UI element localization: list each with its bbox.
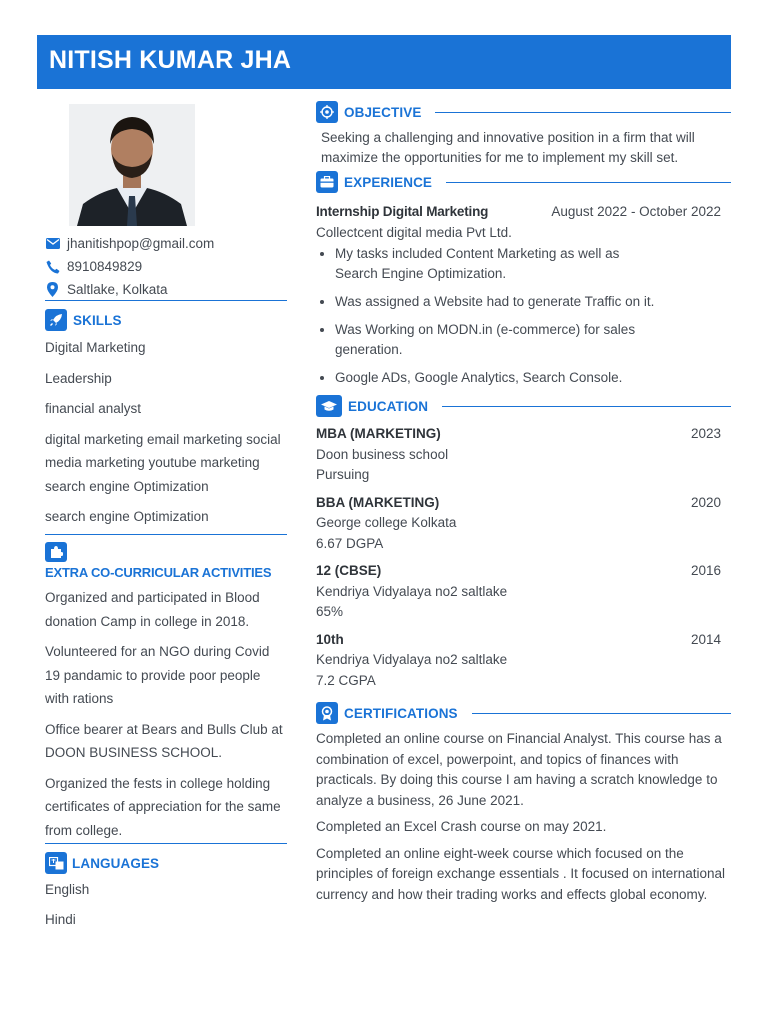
profile-photo (69, 104, 195, 226)
language-item: Hindi (45, 911, 76, 927)
languages-list (45, 878, 287, 931)
experience-dates: August 2022 - October 2022 (551, 204, 721, 219)
education-entry (316, 424, 721, 486)
objective-title: OBJECTIVE (344, 104, 422, 120)
skill-item: digital marketing email marketing social media marketing youtube marketing search engine Optimization (45, 431, 281, 494)
award-icon (316, 702, 338, 724)
contact-location (45, 278, 287, 301)
target-icon (316, 101, 338, 123)
education-school: Kendriya Vidyalaya no2 saltlake (316, 583, 508, 599)
experience-role-row (316, 202, 731, 223)
skills-title: SKILLS (73, 312, 122, 328)
experience-bullet: • My tasks included Content Marketing as well as Search Engine Optimization. (335, 244, 665, 284)
education-year: 2023 (690, 426, 721, 441)
skill-item: Digital Marketing (45, 340, 146, 355)
education-list (316, 424, 731, 691)
rocket-icon (45, 309, 67, 331)
education-result: 65% (316, 604, 344, 619)
education-school: George college Kolkata (316, 515, 457, 530)
education-entry (316, 630, 721, 692)
language-item: English (45, 882, 90, 897)
activity-item: Organized and participated in Blood donation Camp in college in 2018. (45, 590, 260, 629)
education-result: 6.67 DGPA (316, 535, 384, 551)
certifications-heading (316, 702, 731, 724)
experience-section (316, 171, 731, 388)
education-entry (316, 493, 721, 555)
education-result: Pursuing (316, 467, 370, 482)
contact-phone[interactable] (45, 255, 287, 278)
certifications-section (316, 702, 731, 905)
education-heading (316, 395, 731, 417)
contact-email-text: jhanitishpop@gmail.com (67, 236, 215, 251)
translate-icon (45, 852, 67, 874)
activities-list (45, 586, 287, 842)
experience-role: Internship Digital Marketing (316, 204, 489, 219)
graduation-cap-icon (316, 395, 342, 417)
certification-item: Completed an online course on Financial Analyst. This course has a combination of excel, powerpoint, and topics of finances with practicals. By doing this course I am having a scratch knowledge to analyze a business, 26 June 2021. (316, 731, 722, 808)
activities-title: EXTRA CO-CURRICULAR ACTIVITIES (45, 565, 272, 580)
skills-heading (45, 309, 287, 331)
puzzle-icon (45, 542, 67, 562)
divider (45, 843, 287, 844)
contact-phone-text: 8910849829 (67, 259, 143, 274)
heading-rule (472, 713, 731, 714)
activity-item: Volunteered for an NGO during Covid 19 pandamic to provide poor people with rations (45, 644, 270, 706)
education-result: 7.2 CGPA (316, 672, 376, 688)
education-title: EDUCATION (348, 398, 429, 414)
skill-item: financial analyst (45, 401, 142, 416)
education-entry (316, 561, 721, 623)
contact-email[interactable] (45, 232, 287, 255)
experience-company: Collectcent digital media Pvt Ltd. (316, 224, 512, 240)
certifications-list (316, 729, 731, 905)
objective-heading (316, 101, 731, 123)
experience-bullet: • Google ADs, Google Analytics, Search Console. (335, 368, 665, 388)
briefcase-icon (316, 171, 338, 193)
certification-item: Completed an Excel Crash course on may 2021. (316, 819, 607, 834)
experience-bullet: • Was assigned a Website had to generate Traffic on it. (335, 292, 665, 312)
education-degree: 12 (CBSE) (316, 563, 382, 578)
activities-section (45, 542, 287, 842)
divider (45, 300, 287, 301)
certification-item: Completed an online eight-week course which focused on the principles of foreign exchange essentials . It focused on international currency and how their trading works and effects global economy. (316, 845, 726, 902)
objective-section (316, 101, 731, 167)
activity-item: Organized the fests in college holding certificates of appreciation for the same from college. (45, 775, 281, 838)
heading-rule (442, 406, 731, 407)
resume-header (37, 35, 731, 89)
skills-section (45, 309, 287, 529)
certifications-title: CERTIFICATIONS (344, 705, 458, 721)
languages-heading (45, 852, 287, 874)
contact-info (45, 232, 287, 301)
education-degree: BBA (MARKETING) (316, 494, 440, 510)
map-pin-icon (45, 282, 60, 297)
skills-list (45, 336, 287, 529)
experience-heading (316, 171, 731, 193)
divider (45, 534, 287, 535)
skill-item: search engine Optimization (45, 509, 209, 524)
contact-location-text: Saltlake, Kolkata (67, 282, 168, 297)
experience-bullets (316, 244, 665, 388)
education-year: 2020 (690, 494, 721, 510)
education-year: 2016 (690, 563, 721, 578)
education-section (316, 395, 731, 691)
activity-item: Office bearer at Bears and Bulls Club at DOON BUSINESS SCHOOL. (45, 721, 283, 760)
heading-rule (435, 112, 731, 113)
education-school: Doon business school (316, 446, 449, 462)
education-school: Kendriya Vidyalaya no2 saltlake (316, 652, 508, 667)
heading-rule (446, 182, 731, 183)
skill-item: Leadership (45, 370, 112, 386)
languages-section (45, 852, 287, 931)
envelope-icon (45, 236, 60, 251)
phone-icon (45, 259, 60, 274)
education-degree: MBA (MARKETING) (316, 426, 441, 441)
profile-photo-illustration (69, 104, 195, 226)
experience-bullet: • Was Working on MODN.in (e-commerce) for sales generation. (335, 320, 665, 360)
candidate-name: NITISH KUMAR JHA (49, 46, 292, 74)
education-degree: 10th (316, 631, 344, 647)
languages-title: LANGUAGES (72, 855, 160, 871)
education-year: 2014 (690, 631, 721, 647)
objective-text: Seeking a challenging and innovative position in a firm that will maximize the opportunities for me to implement my skill set. (321, 130, 695, 165)
experience-title: EXPERIENCE (344, 174, 433, 190)
